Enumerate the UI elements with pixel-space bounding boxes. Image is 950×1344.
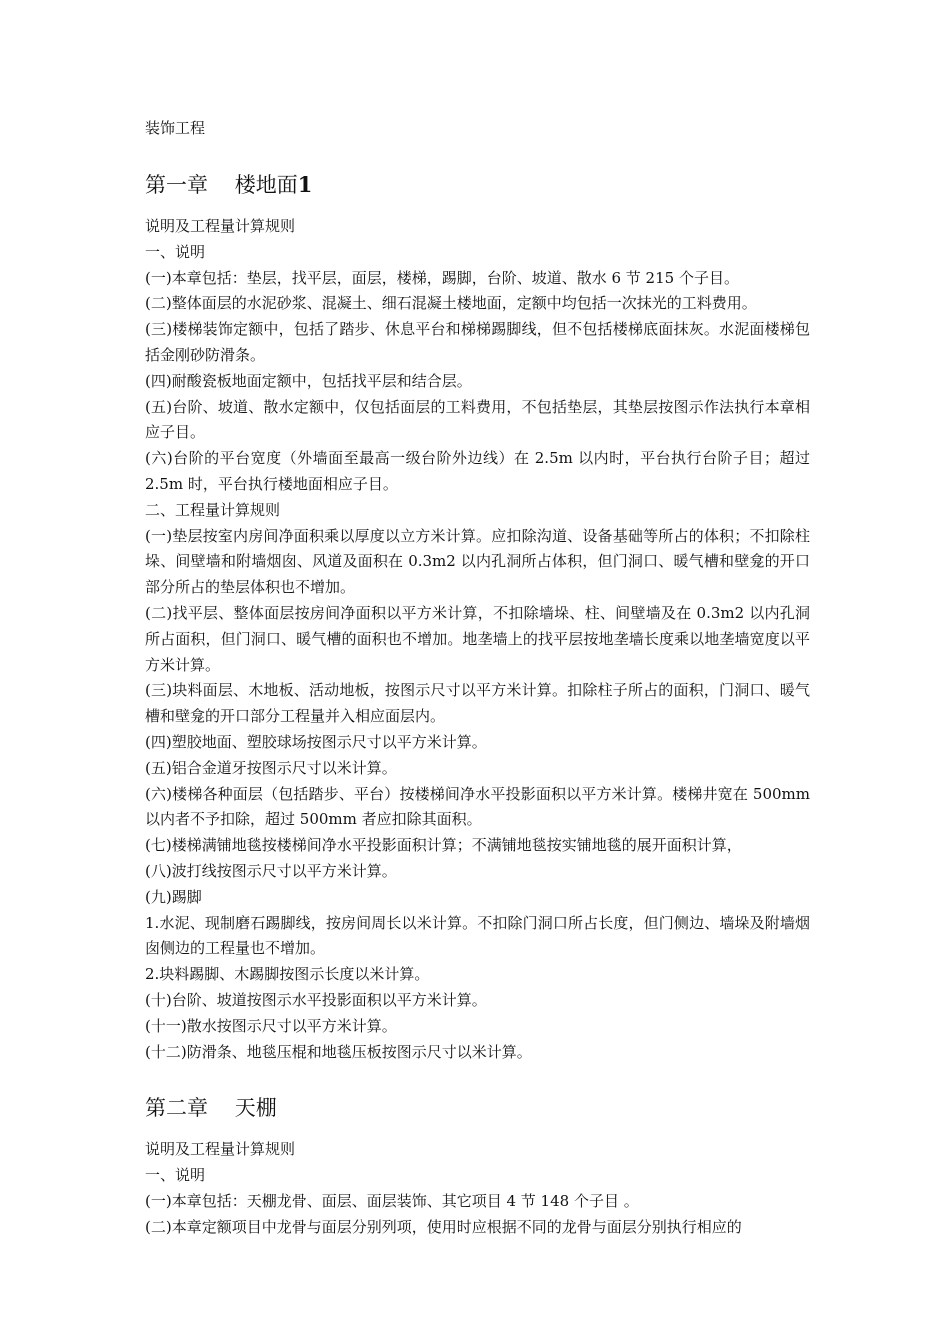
chapter-2-heading [145, 1093, 810, 1123]
document-title: 装饰工程 [145, 119, 206, 137]
chapter-1 [145, 170, 810, 1065]
document-page [145, 116, 810, 1240]
paragraph: (一)垫层按室内房间净面积乘以厚度以立方米计算。应扣除沟道、设备基础等所占的体积；不扣除柱垛、间壁墙和附墙烟囱、风道及面积在 0.3m2 以内孔洞所占体积，但门洞口、暖气槽和壁龛的开口部分所占的垫层体积也不增加。 [145, 526, 810, 597]
section-title: 说明及工程量计算规则 [145, 1140, 296, 1159]
paragraph: (六)楼梯各种面层（包括踏步、平台）按楼梯间净水平投影面积以平方米计算。楼梯井宽在 500mm 以内者不予扣除，超过 500mm 者应扣除其面积。 [145, 784, 810, 829]
paragraph: (十)台阶、坡道按图示水平投影面积以平方米计算。 [145, 990, 487, 1009]
paragraph: 1.水泥、现制磨石踢脚线，按房间周长以米计算。不扣除门洞口所占长度，但门侧边、墙垛及附墙烟囱侧边的工程量也不增加。 [145, 913, 810, 958]
paragraph: (一)本章包括：垫层，找平层，面层，楼梯，踢脚，台阶、坡道、散水 6 节 215 个子目。 [145, 268, 739, 287]
chapter-2 [145, 1093, 810, 1240]
paragraph: (十一)散水按图示尺寸以平方米计算。 [145, 1016, 397, 1035]
chapter-2-body [145, 1137, 810, 1240]
paragraph: (一)本章包括：天棚龙骨、面层、面层装饰、其它项目 4 节 148 个子目 。 [145, 1191, 639, 1210]
paragraph: (七)楼梯满铺地毯按楼梯间净水平投影面积计算；不满铺地毯按实铺地毯的展开面积计算， [145, 836, 742, 855]
paragraph: (二)找平层、整体面层按房间净面积以平方米计算，不扣除墙垛、柱、间壁墙及在 0.3m2 以内孔洞所占面积，但门洞口、暖气槽的面积也不增加。地垄墙上的找平层按地垄墙长度乘以地垄墙宽度以平方米计算。 [145, 603, 810, 674]
chapter-1-heading [145, 170, 810, 200]
chapter-2-heading-text: 第二章 天棚 [145, 1096, 277, 1121]
paragraph: (十二)防滑条、地毯压棍和地毯压板按图示尺寸以米计算。 [145, 1042, 532, 1061]
paragraph: (二)本章定额项目中龙骨与面层分别列项，使用时应根据不同的龙骨与面层分别执行相应的 [145, 1217, 742, 1236]
paragraph: (五)铝合金道牙按图示尺寸以米计算。 [145, 758, 397, 777]
paragraph: 2.块料踢脚、木踢脚按图示长度以米计算。 [145, 965, 430, 984]
paragraph: (四)塑胶地面、塑胶球场按图示尺寸以平方米计算。 [145, 732, 487, 751]
subsection-heading: 一、说明 [145, 242, 206, 261]
chapter-1-heading-number: 1 [297, 172, 313, 197]
paragraph: (四)耐酸瓷板地面定额中，包括找平层和结合层。 [145, 371, 472, 390]
section-title: 说明及工程量计算规则 [145, 217, 296, 235]
paragraph: (六)台阶的平台宽度（外墙面至最高一级台阶外边线）在 2.5m 以内时，平台执行台阶子目；超过 2.5m 时，平台执行楼地面相应子目。 [145, 449, 810, 493]
chapter-1-body [145, 214, 810, 1065]
paragraph: (五)台阶、坡道、散水定额中，仅包括面层的工料费用，不包括垫层，其垫层按图示作法执行本章相应子目。 [145, 397, 810, 442]
subsection-heading: 一、说明 [145, 1166, 206, 1185]
chapter-1-heading-text: 第一章 楼地面 [145, 173, 298, 197]
paragraph: (三)块料面层、木地板、活动地板，按图示尺寸以平方米计算。扣除柱子所占的面积，门洞口、暖气槽和壁龛的开口部分工程量并入相应面层内。 [145, 681, 810, 726]
paragraph: (二)整体面层的水泥砂浆、混凝土、细石混凝土楼地面，定额中均包括一次抹光的工料费用。 [145, 294, 757, 313]
paragraph: (九)踢脚 [145, 887, 202, 906]
paragraph: (八)波打线按图示尺寸以平方米计算。 [145, 861, 397, 880]
subsection-heading: 二、工程量计算规则 [145, 500, 281, 519]
paragraph: (三)楼梯装饰定额中，包括了踏步、休息平台和梯梯踢脚线，但不包括楼梯底面抹灰。水泥面楼梯包括金刚砂防滑条。 [145, 320, 810, 364]
